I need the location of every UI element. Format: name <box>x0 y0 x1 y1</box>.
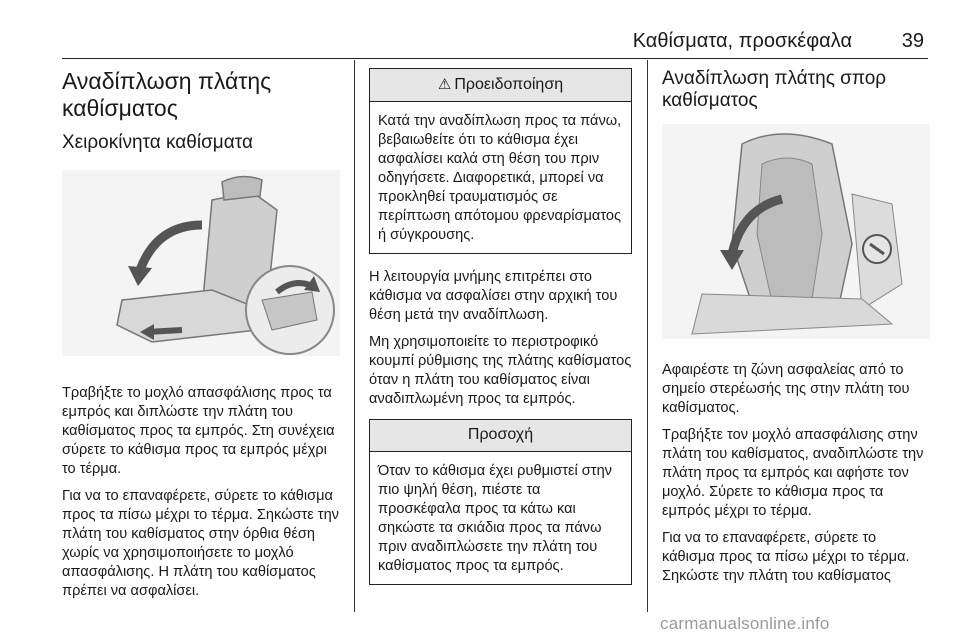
paragraph: Για να το επαναφέρετε, σύρετε το κάθισμα προς τα πίσω μέχρι το τέρμα. Σηκώστε την πλάτη του καθίσματος στην όρθια θέση χωρίς να χρησιμοποιήσετε το μοχλό απασφάλισης. Η πλάτη του καθίσματος πρέπει να ασφαλίσει. <box>62 488 339 599</box>
warning-header <box>370 69 631 102</box>
manual-seat-illustration <box>62 170 340 356</box>
header-rule <box>62 58 928 59</box>
paragraph: Τραβήξτε το μοχλό απασφάλισης προς τα εμπρός και διπλώστε την πλάτη του καθίσματος προς τα εμπρός. Στη συνέχεια σύρετε το κάθισμα προς τα εμπρός μέχρι το τέρμα. <box>62 385 335 477</box>
caution-text: Όταν το κάθισμα έχει ρυθμιστεί στην πιο ψηλή θέση, πιέστε τα προσκέφαλα προς τα κάτω και σηκώστε τα σκιάδια προς τα πάνω πριν αναδιπλώσετε την πλάτη του καθίσματος προς τα εμπρός. <box>378 463 612 574</box>
sport-seat-illustration <box>662 124 930 339</box>
column-divider-2 <box>647 60 648 612</box>
warning-triangle-icon: ⚠ <box>437 76 452 93</box>
paragraph: Η λειτουργία μνήμης επιτρέπει στο κάθισμα να ασφαλίσει στην αρχική του θέση μετά την αναδίπλωση. <box>369 269 618 323</box>
column-2 <box>369 68 632 599</box>
warning-body <box>370 102 631 253</box>
paragraph: Για να το επαναφέρετε, σύρετε το κάθισμα προς τα πίσω μέχρι το τέρμα. Σηκώστε την πλάτη του καθίσματος <box>662 530 910 584</box>
paragraph: Τραβήξτε τον μοχλό απασφάλισης στην πλάτη του καθίσματος, αναδιπλώστε την πλάτη προς τα εμπρός και αφήστε τον μοχλό. Σύρετε το κάθισμα προς τα εμπρός μέχρι το τέρμα. <box>662 427 924 519</box>
page-number: 39 <box>901 30 924 52</box>
caution-title: Προσοχή <box>467 426 534 443</box>
caution-box <box>369 419 632 585</box>
column-1 <box>62 68 340 609</box>
sport-seat-figure <box>662 124 930 339</box>
section-heading: Αναδίπλωση πλάτης σπορ καθίσματος <box>662 68 887 111</box>
column-3 <box>662 68 930 594</box>
warning-text: Κατά την αναδίπλωση προς τα πάνω, βεβαιωθείτε ότι το κάθισμα έχει ασφαλίσει καλά στη θέση του πριν οδηγήσετε. Διαφορετικά, μπορεί να προκληθεί τραυματισμός σε περίπτωση απότομου φρεναρίσματος ή σύγκρουσης. <box>378 113 622 243</box>
section-heading: Αναδίπλωση πλάτης καθίσματος <box>62 68 272 121</box>
header-title: Καθίσματα, προσκέφαλα <box>632 30 852 52</box>
subheading: Χειροκίνητα καθίσματα <box>62 132 253 153</box>
seat-fold-figure <box>62 170 340 356</box>
column-divider-1 <box>354 60 355 612</box>
page-header <box>0 30 960 60</box>
caution-body <box>370 452 631 584</box>
caution-header <box>370 420 631 452</box>
paragraph: Μη χρησιμοποιείτε το περιστροφικό κουμπί ρύθμισης της πλάτης καθίσματος όταν η πλάτη του καθίσματος είναι αναδιπλωμένη προς τα εμπρός. <box>369 334 632 407</box>
warning-box <box>369 68 632 254</box>
warning-title: Προειδοποίηση <box>454 76 564 93</box>
paragraph: Αφαιρέστε τη ζώνη ασφαλείας από το σημείο στερέωσής της στην πλάτη του καθίσματος. <box>662 362 910 416</box>
watermark: carmanualsonline.info <box>660 614 830 633</box>
